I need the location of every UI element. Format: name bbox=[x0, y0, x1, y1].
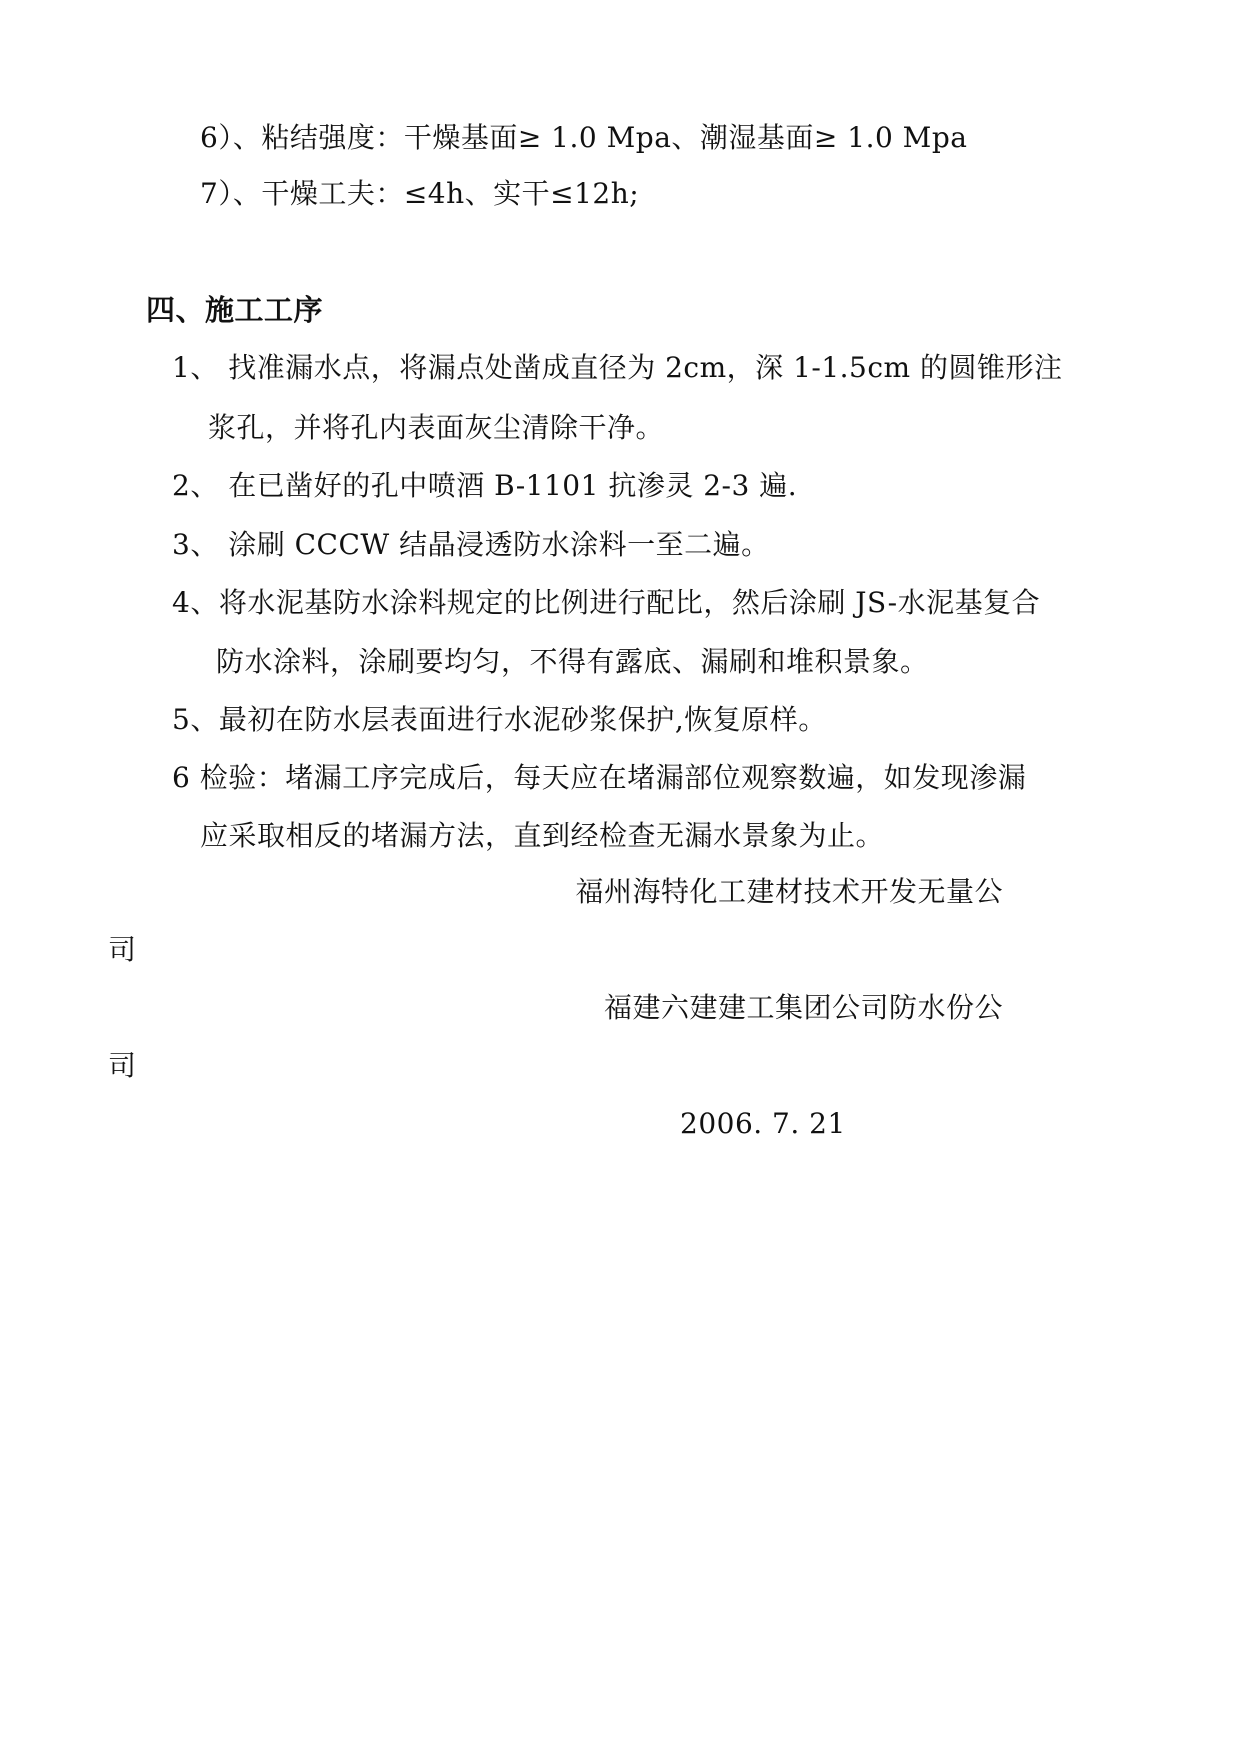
signature-1-line-2: 司 bbox=[108, 933, 137, 966]
step-6-line-1: 6 检验：堵漏工序完成后，每天应在堵漏部位观察数遍，如发现渗漏 bbox=[172, 761, 1027, 794]
step-4-line-1: 4、将水泥基防水涂料规定的比例进行配比，然后涂刷 JS-水泥基复合 bbox=[172, 586, 1041, 619]
section-heading: 四、施工工序 bbox=[146, 293, 324, 327]
spec-item-7: 7）、干燥工夫：≤4h、实干≤12h; bbox=[200, 177, 640, 210]
signature-2-line-2: 司 bbox=[108, 1049, 137, 1082]
spec-item-6: 6）、粘结强度：干燥基面≥ 1.0 Mpa、潮湿基面≥ 1.0 Mpa bbox=[200, 121, 968, 154]
step-1-line-2: 浆孔，并将孔内表面灰尘清除干净。 bbox=[208, 411, 665, 444]
document-date: 2006. 7. 21 bbox=[680, 1107, 846, 1140]
step-3: 3、 涂刷 CCCW 结晶浸透防水涂料一至二遍。 bbox=[172, 528, 770, 561]
signature-1-line-1: 福州海特化工建材技术开发无量公 bbox=[575, 875, 1003, 908]
step-1-line-1: 1、 找准漏水点，将漏点处凿成直径为 2cm，深 1-1.5cm 的圆锥形注 bbox=[172, 351, 1063, 384]
step-6-line-2: 应采取相反的堵漏方法，直到经检查无漏水景象为止。 bbox=[200, 819, 885, 852]
step-4-line-2: 防水涂料，涂刷要均匀，不得有露底、漏刷和堆积景象。 bbox=[216, 645, 929, 678]
signature-2-line-1: 福建六建建工集团公司防水份公 bbox=[603, 991, 1003, 1024]
step-5: 5、最初在防水层表面进行水泥砂浆保护,恢复原样。 bbox=[172, 703, 827, 736]
step-2: 2、 在已凿好的孔中喷酒 B-1101 抗渗灵 2-3 遍. bbox=[172, 469, 798, 502]
